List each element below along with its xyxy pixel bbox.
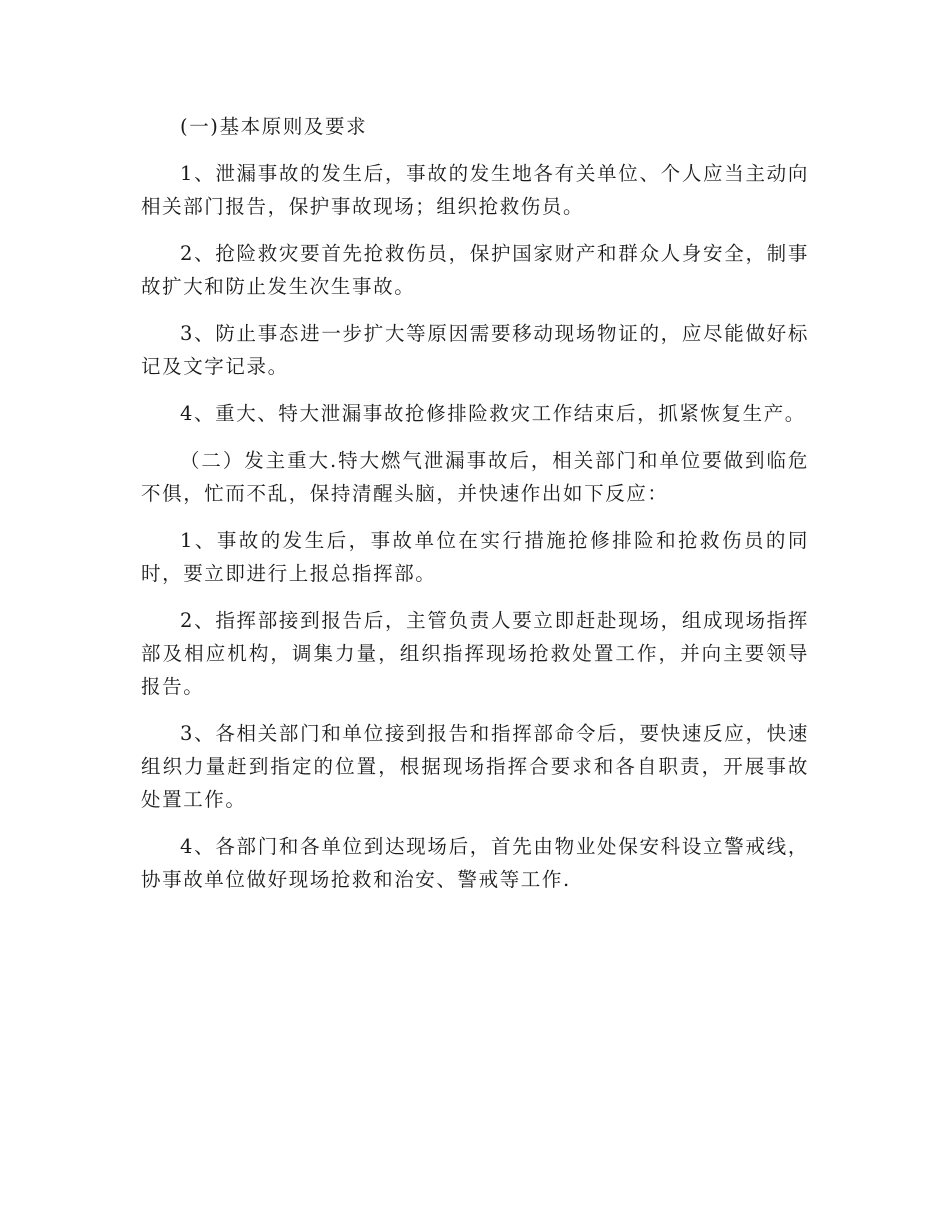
paragraph-item-2: 2、抢险救灾要首先抢救伤员，保护国家财产和群众人身安全，制事故扩大和防止发生次生事故。	[141, 242, 809, 298]
section-heading-major-leak-response: （二）发主重大.特大燃气泄漏事故后，相关部门和单位要做到临危不俱，忙而不乱，保持清醒头脑，并快速作出如下反应：	[141, 449, 809, 505]
paragraph-item-3: 3、防止事态进一步扩大等原因需要移动现场物证的，应尽能做好标记及文字记录。	[141, 322, 809, 378]
paragraph-response-1: 1、事故的发生后，事故单位在实行措施抢修排险和抢救伤员的同时，要立即进行上报总指挥部。	[141, 529, 809, 585]
document-body	[141, 110, 809, 910]
paragraph-response-4: 4、各部门和各单位到达现场后，首先由物业处保安科设立警戒线，协事故单位做好现场抢救和治安、警戒等工作.	[141, 835, 809, 891]
paragraph-item-1: 1、泄漏事故的发生后，事故的发生地各有关单位、个人应当主动向相关部门报告，保护事故现场；组织抢救伤员。	[141, 162, 809, 218]
section-heading-basic-principles: (一)基本原则及要求	[180, 115, 368, 138]
paragraph-response-3: 3、各相关部门和单位接到报告和指挥部命令后，要快速反应，快速组织力量赶到指定的位置，根据现场指挥合要求和各自职责，开展事故处置工作。	[141, 722, 809, 811]
paragraph-item-4: 4、重大、特大泄漏事故抢修排险救灾工作结束后，抓紧恢复生产。	[180, 402, 806, 425]
paragraph-response-2: 2、指挥部接到报告后，主管负责人要立即赶赴现场，组成现场指挥部及相应机构，调集力量，组织指挥现场抢救处置工作，并向主要领导报告。	[141, 609, 809, 698]
